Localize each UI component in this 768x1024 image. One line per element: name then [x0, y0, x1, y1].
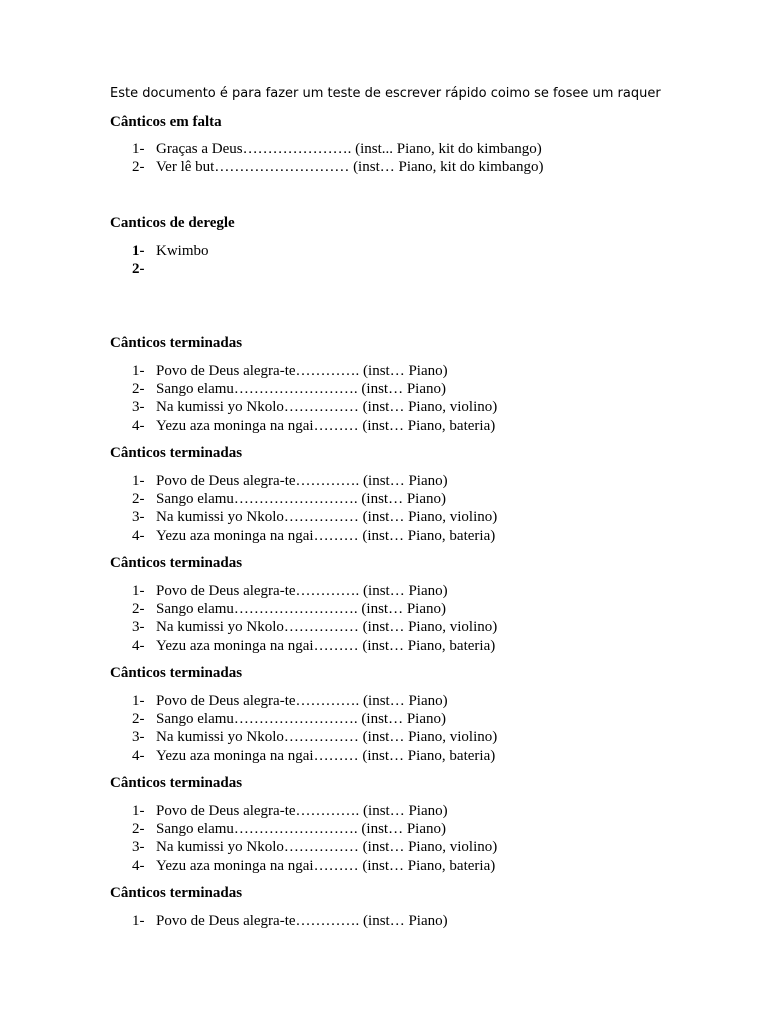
item-number: 1- — [132, 363, 145, 379]
item-number: 4- — [132, 527, 145, 544]
item-number: 2- — [132, 601, 145, 618]
item-number: 1- — [132, 693, 145, 709]
item-text: Povo de Deus alegra-te…………. (inst… Piano) — [156, 693, 448, 709]
item-text: Ver lê but……………………… (inst… Piano, kit do kimbango) — [156, 159, 544, 176]
item-number: 1- — [132, 473, 145, 489]
item-number: 2- — [132, 711, 145, 728]
item-text: Povo de Deus alegra-te…………. (inst… Piano) — [156, 473, 448, 489]
item-number: 2- — [132, 491, 145, 508]
item-text: Graças a Deus…………………. (inst... Piano, kit do kimbango) — [156, 141, 542, 157]
item-text: Sango elamu……………………. (inst… Piano) — [156, 711, 446, 728]
item-text: Sango elamu……………………. (inst… Piano) — [156, 821, 446, 838]
item-number: 2- — [132, 261, 145, 278]
item-text: Yezu aza moninga na ngai……… (inst… Piano, bateria) — [156, 417, 496, 434]
section-heading: Cânticos terminadas — [110, 445, 243, 461]
item-number: 1- — [132, 243, 145, 259]
item-text: Povo de Deus alegra-te…………. (inst… Piano) — [156, 363, 448, 379]
item-text: Povo de Deus alegra-te…………. (inst… Piano) — [156, 913, 448, 929]
item-text: Na kumissi yo Nkolo…………… (inst… Piano, violino) — [156, 619, 498, 636]
item-number: 1- — [132, 913, 145, 929]
item-text: Sango elamu……………………. (inst… Piano) — [156, 381, 446, 398]
item-text: Sango elamu……………………. (inst… Piano) — [156, 601, 446, 618]
item-number: 1- — [132, 803, 145, 819]
item-number: 3- — [132, 509, 145, 526]
item-text: Sango elamu……………………. (inst… Piano) — [156, 491, 446, 508]
item-text: Na kumissi yo Nkolo…………… (inst… Piano, violino) — [156, 399, 498, 416]
item-number: 4- — [132, 747, 145, 764]
item-text: Yezu aza moninga na ngai……… (inst… Piano, bateria) — [156, 747, 496, 764]
item-number: 4- — [132, 857, 145, 874]
section-heading: Cânticos terminadas — [110, 665, 243, 681]
item-text: Yezu aza moninga na ngai……… (inst… Piano, bateria) — [156, 637, 496, 654]
item-text: Povo de Deus alegra-te…………. (inst… Piano) — [156, 803, 448, 819]
item-text: Kwimbo — [156, 243, 209, 259]
item-text: Na kumissi yo Nkolo…………… (inst… Piano, violino) — [156, 509, 498, 526]
item-text: Na kumissi yo Nkolo…………… (inst… Piano, violino) — [156, 839, 498, 856]
section-heading: Cânticos terminadas — [110, 555, 243, 571]
item-number: 3- — [132, 729, 145, 746]
item-number: 1- — [132, 141, 145, 157]
section-heading: Cânticos terminadas — [110, 335, 243, 351]
item-number: 4- — [132, 417, 145, 434]
section-heading: Canticos de deregle — [110, 215, 235, 231]
section-heading: Cânticos terminadas — [110, 775, 243, 791]
item-text: Yezu aza moninga na ngai……… (inst… Piano, bateria) — [156, 527, 496, 544]
item-number: 2- — [132, 821, 145, 838]
item-number: 3- — [132, 619, 145, 636]
item-number: 3- — [132, 399, 145, 416]
item-number: 2- — [132, 159, 145, 176]
item-number: 3- — [132, 839, 145, 856]
item-text: Povo de Deus alegra-te…………. (inst… Piano) — [156, 583, 448, 599]
section-heading: Cânticos em falta — [110, 114, 222, 130]
item-text: Na kumissi yo Nkolo…………… (inst… Piano, violino) — [156, 729, 498, 746]
item-number: 1- — [132, 583, 145, 599]
item-number: 4- — [132, 637, 145, 654]
item-number: 2- — [132, 381, 145, 398]
section-heading: Cânticos terminadas — [110, 885, 243, 901]
item-text: Yezu aza moninga na ngai……… (inst… Piano, bateria) — [156, 857, 496, 874]
intro-text: Este documento é para fazer um teste de escrever rápido coimo se fosee um raquer — [110, 86, 661, 101]
